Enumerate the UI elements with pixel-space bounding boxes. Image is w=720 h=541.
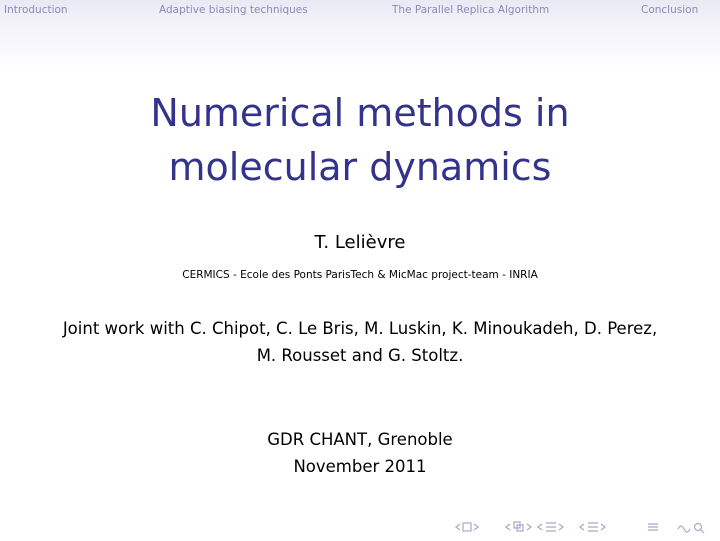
nav-introduction[interactable]: Introduction bbox=[4, 4, 68, 16]
nav-adaptive-biasing-techniques[interactable]: Adaptive biasing techniques bbox=[159, 4, 308, 16]
subsection-icon bbox=[514, 522, 523, 531]
nav-section-forward-icon[interactable] bbox=[559, 524, 563, 530]
nav-document-forward-icon[interactable] bbox=[601, 524, 605, 530]
event-info bbox=[0, 426, 720, 480]
nav-parallel-replica-algorithm[interactable]: The Parallel Replica Algorithm bbox=[392, 4, 550, 16]
nav-conclusion[interactable]: Conclusion bbox=[641, 4, 699, 16]
nav-subsection-back-icon[interactable] bbox=[506, 524, 510, 530]
author-name: T. Lelièvre bbox=[314, 232, 406, 253]
section-icon bbox=[546, 523, 556, 531]
affiliation: CERMICS - Ecole des Ponts ParisTech & MicMac project-team - INRIA bbox=[182, 269, 538, 281]
nav-frame-forward-icon[interactable] bbox=[474, 524, 478, 530]
beamer-navigation-symbols bbox=[452, 519, 714, 535]
event-date: November 2011 bbox=[293, 457, 427, 476]
search-zoom-icon[interactable] bbox=[678, 524, 704, 534]
frame-icon bbox=[463, 523, 471, 531]
nav-subsection-forward-icon[interactable] bbox=[527, 524, 531, 530]
nav-frame-back-icon[interactable] bbox=[456, 524, 460, 530]
document-icon bbox=[588, 523, 598, 531]
event-name: GDR CHANT, Grenoble bbox=[267, 430, 453, 449]
joint-work-text: Joint work with C. Chipot, C. Le Bris, M. Luskin, K. Minoukadeh, D. Perez, M. Rousset and G. Stoltz. bbox=[62, 319, 658, 365]
nav-document-back-icon[interactable] bbox=[580, 524, 584, 530]
slide-title: Numerical methods in molecular dynamics bbox=[150, 91, 570, 189]
nav-section-back-icon[interactable] bbox=[538, 524, 542, 530]
appendix-icon[interactable] bbox=[648, 524, 658, 530]
header-bar bbox=[0, 0, 720, 70]
